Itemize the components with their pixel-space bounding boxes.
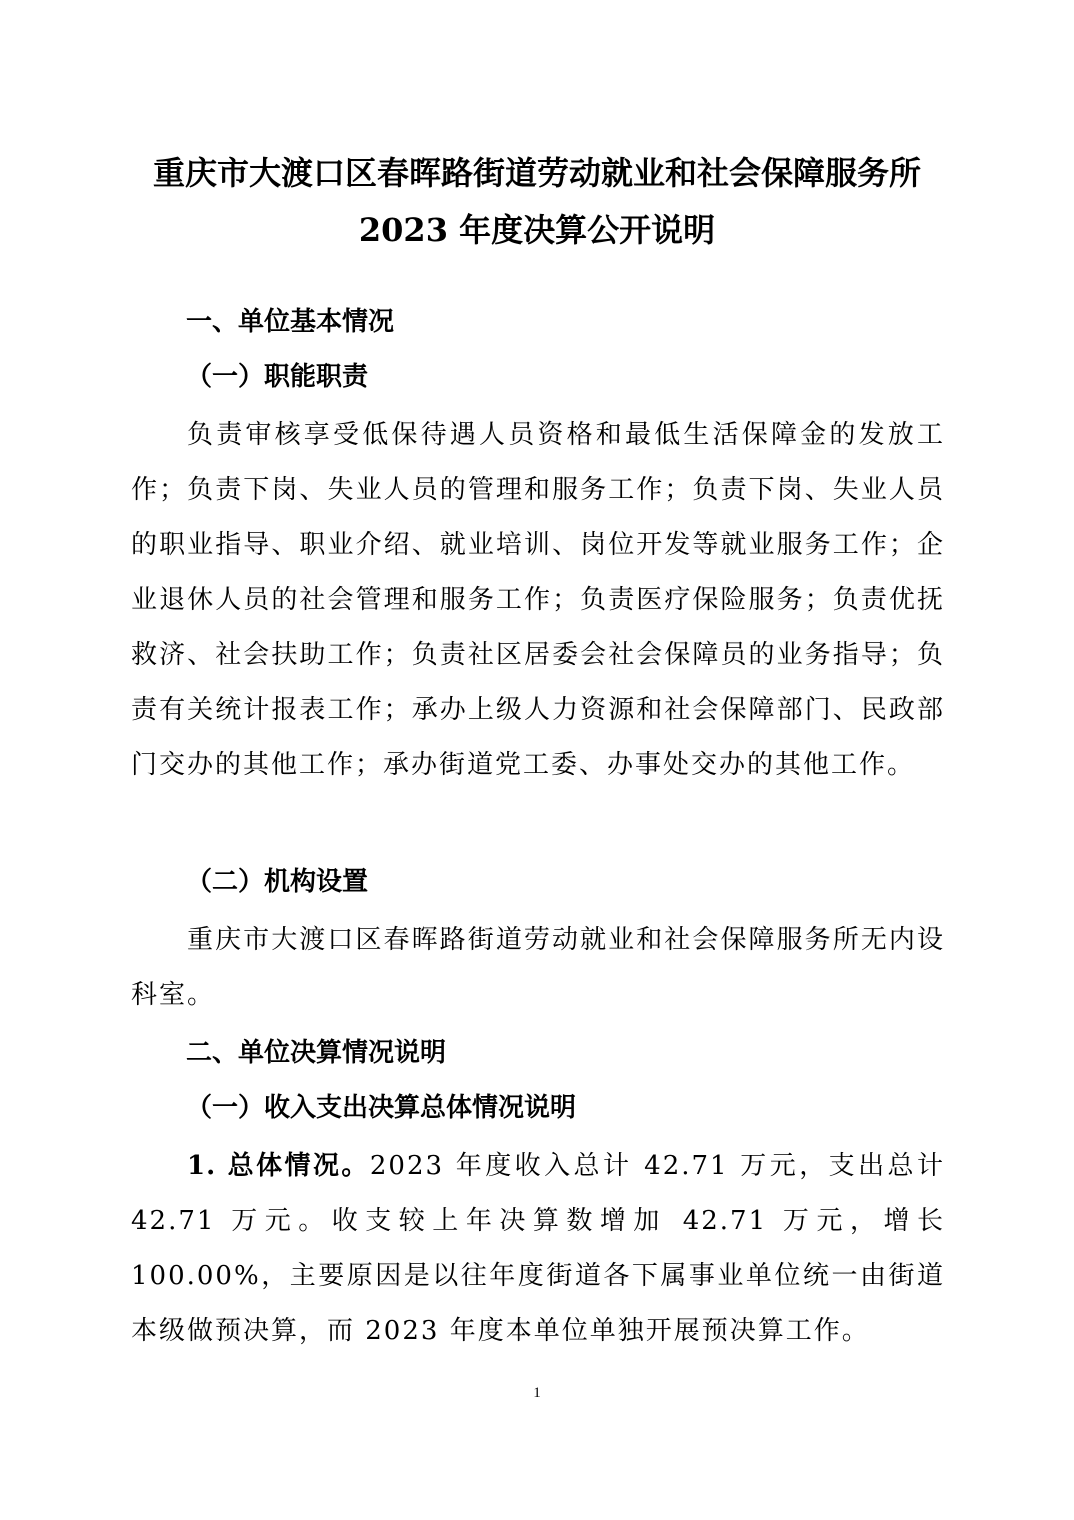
sub1-body: 负责审核享受低保待遇人员资格和最低生活保障金的发放工作；负责下岗、失业人员的管理和服务工作；负责下岗、失业人员的职业指导、职业介绍、就业培训、岗位开发等就业服务工作；企业退休人员的社会管理和服务工作；负责医疗保险服务；负责优抚救济、社会扶助工作；负责社区居委会社会保障员的业务指导；负责有关统计报表工作；承办上级人力资源和社会保障部门、民政部门交办的其他工作；承办街道党工委、办事处交办的其他工作。 [131,420,945,780]
sub2-body: 重庆市大渡口区春晖路街道劳动就业和社会保障服务所无内设科室。 [131,925,945,1010]
sub1-heading: （一）职能职责 [186,362,369,392]
sub2-heading: （二）机构设置 [186,867,369,897]
item1-lead: 1. 总体情况。 [187,1151,370,1181]
document-title-line2: 2023 年度决算公开说明 [358,211,716,249]
section2-heading: 二、单位决算情况说明 [186,1038,447,1068]
document-title-line1: 重庆市大渡口区春晖路街道劳动就业和社会保障服务所 [152,154,921,192]
item1-body: 2023 年度收入总计 42.71 万元，支出总计 42.71 万元。收支较上年决算数增加 42.71 万元，增长 100.00%，主要原因是以往年度街道各下属事业单位统一由街道本级做预决算，而 2023 年度本单位单独开展预决算工作。 [131,1151,945,1346]
item1-paragraph [131,1139,945,1359]
page-number: 1 [533,1385,541,1401]
sub3-heading: （一）收入支出决算总体情况说明 [186,1093,577,1123]
section1-heading: 一、单位基本情况 [186,307,395,337]
